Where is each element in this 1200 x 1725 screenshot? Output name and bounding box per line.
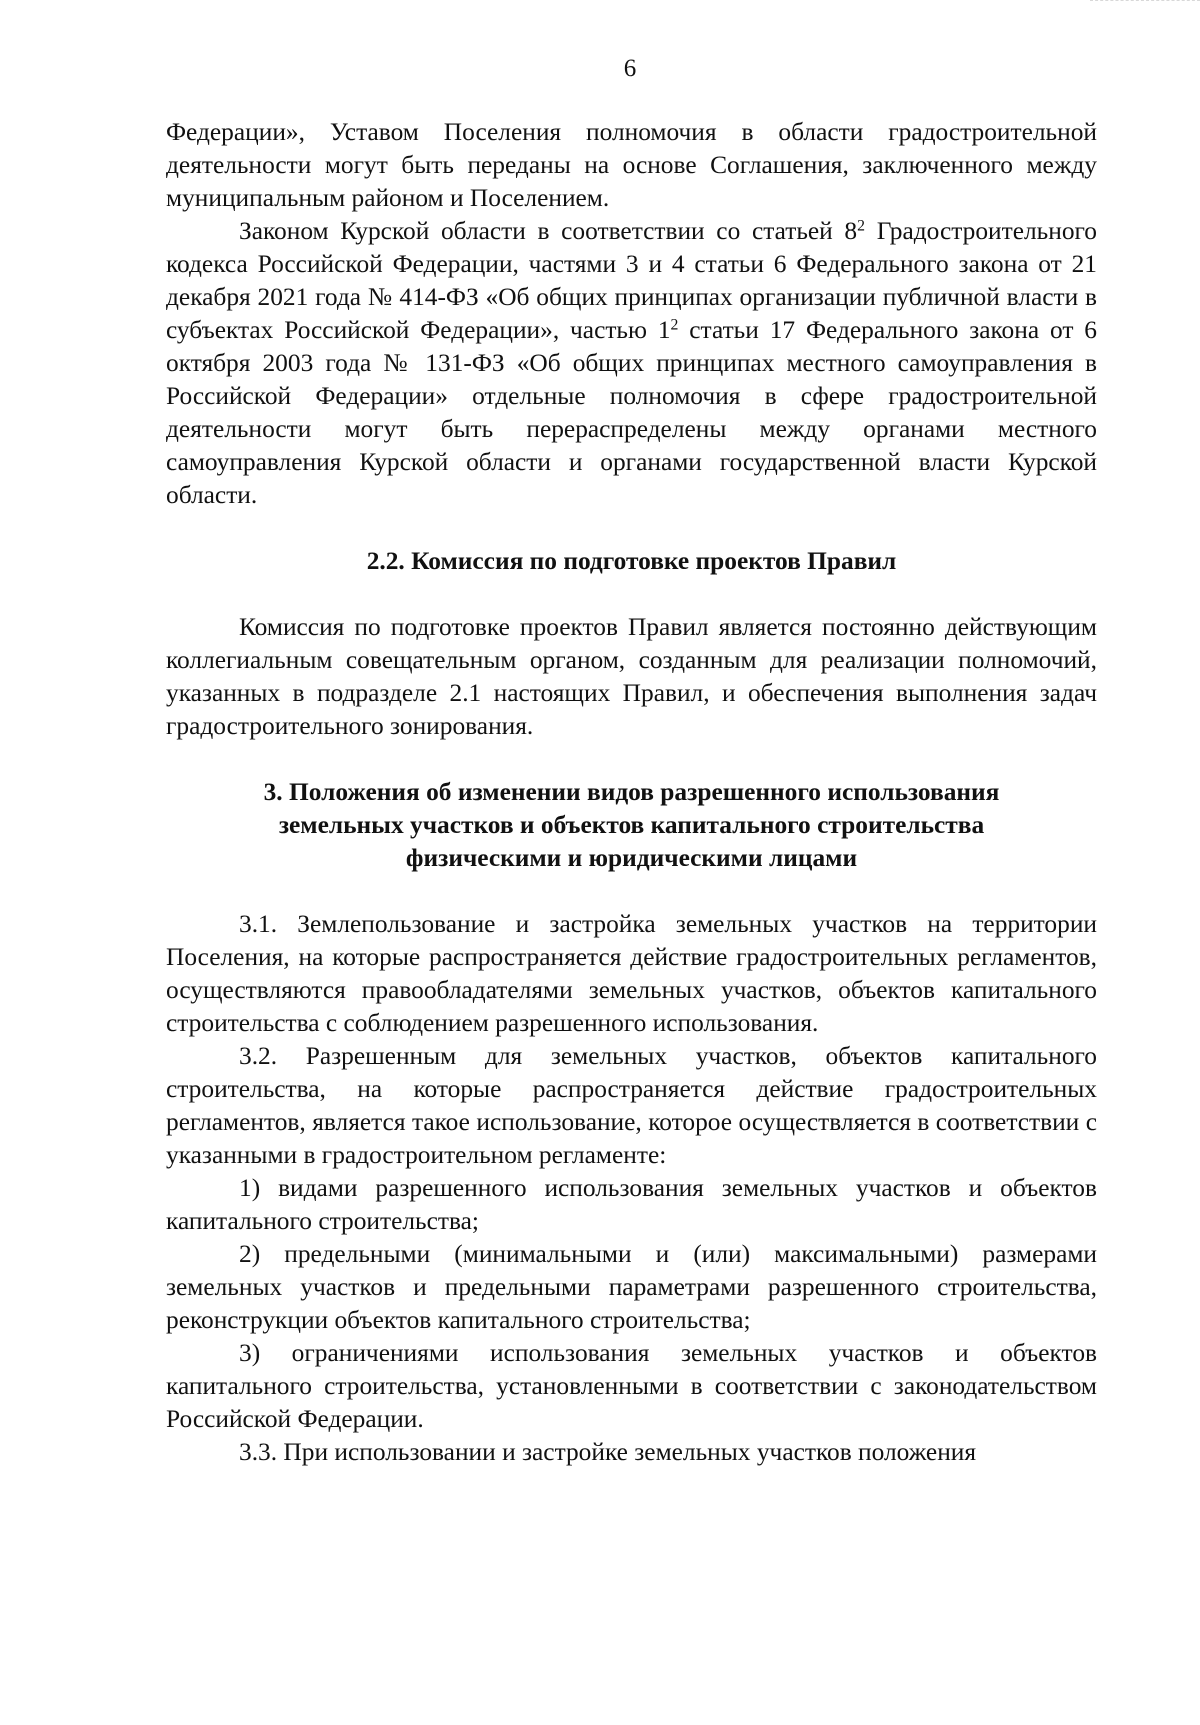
section-2-2-heading: 2.2. Комиссия по подготовке проектов Правил xyxy=(366,547,897,575)
paragraph-kursk-law-part1: Законом Курской области в соответствии со статьей 8 xyxy=(239,217,858,245)
document-body xyxy=(166,116,1097,1469)
superscript-article-8: 2 xyxy=(857,217,866,235)
paragraph-kursk-law-part3: статьи 17 Федерального закона от 6 октября 2003 года № 131-ФЗ «Об общих принципах местного самоуправления в Российской Федерации» отдельные полномочия в сфере градостроительной деятельности могут быть перераспределены между органами местного самоуправления Курской области и органами государственной власти Курской области. xyxy=(166,316,1097,509)
sub-item-1: 1) видами разрешенного использования земельных участков и объектов капитального строительства; xyxy=(166,1174,1097,1235)
scan-edge-mark xyxy=(1090,0,1200,3)
item-3-3: 3.3. При использовании и застройке земельных участков положения xyxy=(239,1438,977,1466)
paragraph-kursk-law xyxy=(166,215,1097,512)
item-3-2: 3.2. Разрешенным для земельных участков, объектов капитального строительства, на которые распространяется действие градостроительных регламентов, является такое использование, которое осуществляется в соответствии с указанными в градостроительном регламенте: xyxy=(166,1042,1097,1169)
paragraph-commission: Комиссия по подготовке проектов Правил является постоянно действующим коллегиальным совещательным органом, созданным для реализации полномочий, указанных в подразделе 2.1 настоящих Правил, и обеспечения выполнения задач градостроительного зонирования. xyxy=(166,613,1097,740)
item-3-1: 3.1. Землепользование и застройка земельных участков на территории Поселения, на которые распространяется действие градостроительных регламентов, осуществляются правообладателями земельных участков, объектов капитального строительства с соблюдением разрешенного использования. xyxy=(166,910,1097,1037)
section-3-heading-line2: земельных участков и объектов капитального строительства xyxy=(278,811,985,839)
page-number: 6 xyxy=(623,55,637,82)
sub-item-2: 2) предельными (минимальными и (или) максимальными) размерами земельных участков и предельными параметрами разрешенного строительства, реконструкции объектов капитального строительства; xyxy=(166,1240,1097,1334)
paragraph-kursk-law-part2: Градостроительного кодекса Российской Федерации, частями 3 и 4 статьи 6 Федерального закона от 21 декабря 2021 года № 414-ФЗ «Об общих принципах организации публичной власти в субъектах Российской Федерации», частью 1 xyxy=(166,217,1098,344)
sub-item-3: 3) ограничениями использования земельных участков и объектов капитального строительства, установленными в соответствии с законодательством Российской Федерации. xyxy=(166,1339,1097,1433)
section-3-heading xyxy=(166,776,1097,875)
paragraph-federation-powers: Федерации», Уставом Поселения полномочия в области градостроительной деятельности могут быть переданы на основе Соглашения, заключенного между муниципальным районом и Поселением. xyxy=(166,118,1097,212)
superscript-part-1: 2 xyxy=(670,316,679,334)
section-3-heading-line1: 3. Положения об изменении видов разрешенного использования xyxy=(263,778,1000,806)
section-3-heading-line3: физическими и юридическими лицами xyxy=(405,844,858,872)
